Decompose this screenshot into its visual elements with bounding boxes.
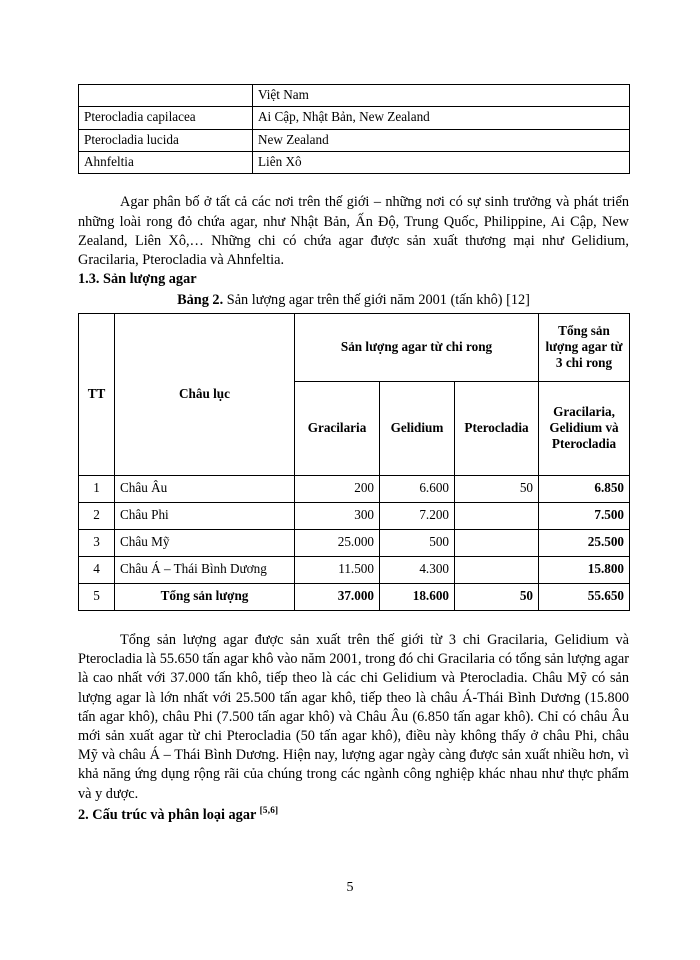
- page-content: [78, 84, 629, 825]
- header-total-three-genera: Gracilaria, Gelidium và Pterocladia: [539, 381, 630, 475]
- countries-cell: New Zealand: [253, 129, 630, 151]
- agar-table-body: [79, 475, 630, 610]
- species-cell: Ahnfeltia: [79, 152, 253, 174]
- value-total: 55.650: [539, 583, 630, 610]
- total-label: Tổng sản lượng: [115, 583, 295, 610]
- continent-name: Châu Âu: [115, 475, 295, 502]
- value-total: 7.500: [539, 502, 630, 529]
- continent-name: Châu Mỹ: [115, 529, 295, 556]
- countries-cell: Liên Xô: [253, 152, 630, 174]
- table-row: [79, 152, 630, 174]
- countries-cell: Ai Cập, Nhật Bản, New Zealand: [253, 107, 630, 129]
- value-pterocladia: 50: [455, 475, 539, 502]
- value-gracilaria: 200: [295, 475, 380, 502]
- paragraph-agar-production-summary: Tổng sản lượng agar được sản xuất trên thế giới từ 3 chi Gracilaria, Gelidium và Pterocladia là 55.650 tấn agar khô vào năm 2001, trong đó chi Gracilaria có tổng sản lượng agar là cao nhất với 37.000 tấn khô, tiếp theo là các chi Gelidium và Pterocladia. Châu Mỹ có sản lượng agar là lớn nhất với 25.500 tấn agar khô, tiếp theo là châu Á-Thái Bình Dương (15.800 tấn agar khô), châu Phi (7.500 tấn agar khô) và Châu Âu (6.850 tấn agar khô). Chỉ có châu Âu mới sản xuất agar từ chi Pterocladia (50 tấn agar khô), điều này không thấy ở châu Phi, châu Mỹ và châu Á – Thái Bình Dương. Hiện nay, lượng agar ngày càng được sản xuất nhiều hơn, vì khả năng ứng dụng rộng rãi của chúng trong các ngành công nghiệp khác nhau như thực phẩm và y dược.: [78, 631, 629, 802]
- agar-table-head: [79, 313, 630, 475]
- table-row: [79, 85, 630, 107]
- value-gracilaria: 37.000: [295, 583, 380, 610]
- table-row: [79, 129, 630, 151]
- row-index: 3: [79, 529, 115, 556]
- value-total: 6.850: [539, 475, 630, 502]
- table-row: [79, 475, 630, 502]
- value-gelidium: 6.600: [380, 475, 455, 502]
- section-heading-2: [78, 804, 629, 825]
- row-index: 2: [79, 502, 115, 529]
- paragraph-agar-distribution: Agar phân bố ở tất cả các nơi trên thế giới – những nơi có sự sinh trưởng và phát triển những loài rong đỏ chứa agar, như Nhật Bản, Ấn Độ, Trung Quốc, Philippine, Ai Cập, New Zealand, Liên Xô,… Những chi có chứa agar được sản xuất thương mại như Gelidium, Gracilaria, Pterocladia và Ahnfeltia.: [78, 194, 629, 269]
- table-row-total: [79, 583, 630, 610]
- table2-caption-text: Sản lượng agar trên thế giới năm 2001 (tấn khô) [12]: [223, 291, 530, 308]
- value-gracilaria: 11.500: [295, 556, 380, 583]
- value-total: 25.500: [539, 529, 630, 556]
- species-cell: Pterocladia lucida: [79, 129, 253, 151]
- header-source-group: Sản lượng agar từ chi rong: [295, 313, 539, 381]
- header-tt: TT: [79, 313, 115, 475]
- row-index: 1: [79, 475, 115, 502]
- continent-name: Châu Phi: [115, 502, 295, 529]
- agar-production-table: [78, 313, 630, 611]
- value-gelidium: 500: [380, 529, 455, 556]
- value-gracilaria: 300: [295, 502, 380, 529]
- section-heading-1-3: 1.3. Sản lượng agar: [78, 271, 197, 288]
- continent-name: Châu Á – Thái Bình Dương: [115, 556, 295, 583]
- table-header-row-top: [79, 313, 630, 381]
- spacer: [78, 174, 629, 193]
- page-number: 5: [346, 880, 354, 895]
- species-distribution-table: [78, 84, 630, 174]
- header-total-group: Tổng sản lượng agar từ 3 chi rong: [539, 313, 630, 381]
- value-pterocladia: [455, 529, 539, 556]
- header-continent: Châu lục: [115, 313, 295, 475]
- value-pterocladia: 50: [455, 583, 539, 610]
- table2-caption: [78, 290, 629, 313]
- section-heading-2-reference: [5,6]: [259, 804, 279, 815]
- countries-cell: Việt Nam: [253, 85, 630, 107]
- spacer: [78, 611, 629, 631]
- table-row: [79, 556, 630, 583]
- table-row: [79, 502, 630, 529]
- value-total: 15.800: [539, 556, 630, 583]
- row-index: 4: [79, 556, 115, 583]
- value-gelidium: 7.200: [380, 502, 455, 529]
- header-gracilaria: Gracilaria: [295, 381, 380, 475]
- species-cell: [79, 85, 253, 107]
- table2-caption-label: Bảng 2.: [177, 291, 224, 308]
- value-gelidium: 4.300: [380, 556, 455, 583]
- table-row: [79, 107, 630, 129]
- value-pterocladia: [455, 502, 539, 529]
- section-heading-2-text: 2. Cấu trúc và phân loại agar: [78, 806, 257, 823]
- value-pterocladia: [455, 556, 539, 583]
- species-table-body: [79, 85, 630, 174]
- row-index: 5: [79, 583, 115, 610]
- value-gelidium: 18.600: [380, 583, 455, 610]
- table-row: [79, 529, 630, 556]
- header-pterocladia: Pterocladia: [455, 381, 539, 475]
- header-gelidium: Gelidium: [380, 381, 455, 475]
- species-cell: Pterocladia capilacea: [79, 107, 253, 129]
- value-gracilaria: 25.000: [295, 529, 380, 556]
